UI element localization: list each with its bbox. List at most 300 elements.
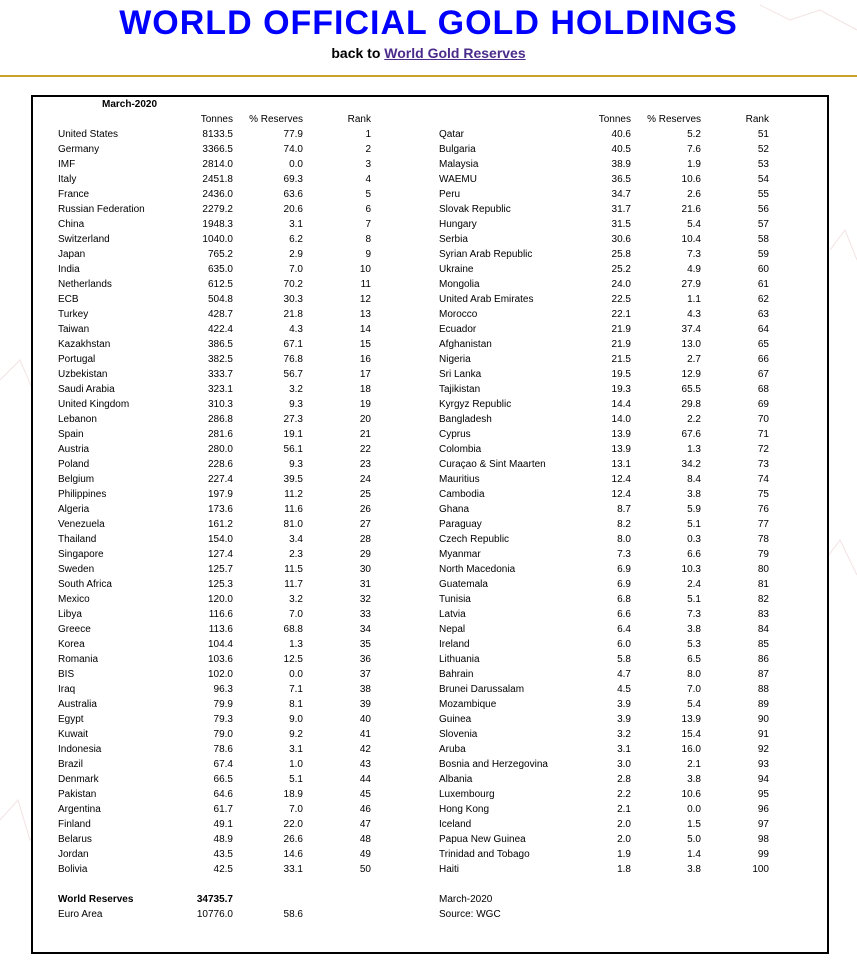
rank-value: 96 [757,804,769,815]
header-divider [0,75,857,77]
country-name: Trinidad and Tobago [439,849,530,860]
country-name: Lebanon [58,414,97,425]
reserves-percent: 69.3 [283,174,303,185]
tonnes-value: 161.2 [207,519,233,530]
tonnes-value: 382.5 [207,354,233,365]
country-name: Tunisia [439,594,471,605]
rank-value: 88 [757,684,769,695]
tonnes-value: 8.7 [617,504,631,515]
reserves-percent: 3.8 [687,774,701,785]
rank-value: 40 [359,714,371,725]
reserves-percent: 4.3 [687,309,701,320]
reserves-percent: 13.0 [681,339,701,350]
reserves-percent: 56.1 [283,444,303,455]
country-name: Bosnia and Herzegovina [439,759,548,770]
reserves-percent: 74.0 [283,144,303,155]
reserves-percent: 6.5 [687,654,701,665]
reserves-percent: 5.1 [289,774,303,785]
reserves-percent: 7.0 [289,804,303,815]
tonnes-value: 765.2 [207,249,233,260]
reserves-percent: 7.3 [687,249,701,260]
rank-value: 63 [757,309,769,320]
rank-value: 93 [757,759,769,770]
rank-value: 66 [757,354,769,365]
world-gold-reserves-link[interactable]: World Gold Reserves [384,45,526,61]
rank-value: 1 [365,129,371,140]
rank-value: 54 [757,174,769,185]
reserves-percent: 12.5 [283,654,303,665]
country-name: ECB [58,294,79,305]
rank-value: 21 [359,429,371,440]
rank-value: 23 [359,459,371,470]
reserves-percent: 2.3 [289,549,303,560]
rank-value: 89 [757,699,769,710]
country-name: Mozambique [439,699,497,710]
country-name: Poland [58,459,90,470]
country-name: Ireland [439,639,470,650]
back-prefix: back to [331,45,381,61]
country-name: Romania [58,654,99,665]
tonnes-value: 40.6 [611,129,631,140]
rank-value: 38 [359,684,371,695]
rank-value: 97 [757,819,769,830]
rank-value: 59 [757,249,769,260]
reserves-percent: 67.1 [283,339,303,350]
reserves-percent: 10.4 [681,234,701,245]
reserves-percent: 3.1 [289,744,303,755]
reserves-percent: 0.0 [289,669,303,680]
rank-value: 49 [359,849,371,860]
reserves-percent: 77.9 [283,129,303,140]
country-name: Luxembourg [439,789,495,800]
country-name: Austria [58,444,90,455]
rank-value: 56 [757,204,769,215]
reserves-percent: 70.2 [283,279,303,290]
tonnes-value: 36.5 [611,174,631,185]
country-name: Cyprus [439,429,471,440]
rank-value: 84 [757,624,769,635]
rank-value: 98 [757,834,769,845]
country-name: Bulgaria [439,144,476,155]
reserves-percent: 11.7 [284,579,303,590]
rank-value: 37 [359,669,371,680]
country-name: Italy [58,174,77,185]
rank-value: 68 [757,384,769,395]
reserves-percent: 1.3 [687,444,701,455]
reserves-percent: 33.1 [283,864,303,875]
rank-value: 29 [359,549,371,560]
reserves-percent: 4.3 [289,324,303,335]
rank-value: 83 [757,609,769,620]
tonnes-value: 6.8 [617,594,631,605]
rank-value: 47 [359,819,371,830]
rank-value: 44 [359,774,371,785]
country-name: United States [58,129,119,140]
tonnes-value: 102.0 [207,669,233,680]
tonnes-value: 422.4 [207,324,233,335]
reserves-percent: 11.5 [284,564,303,575]
country-name: Belarus [58,834,92,845]
reserves-percent: 2.2 [687,414,701,425]
tonnes-value: 2279.2 [202,204,233,215]
tonnes-value: 6.6 [617,609,631,620]
tonnes-value: 12.4 [611,474,631,485]
rank-value: 94 [757,774,769,785]
tonnes-value: 21.5 [611,354,631,365]
reserves-percent: 6.6 [687,549,701,560]
rank-value: 90 [757,714,769,725]
reserves-percent: 5.3 [687,639,701,650]
rank-value: 69 [757,399,769,410]
tonnes-value: 228.6 [207,459,233,470]
tonnes-value: 428.7 [207,309,233,320]
rank-value: 26 [359,504,371,515]
rank-value: 34 [359,624,371,635]
rank-value: 8 [365,234,371,245]
tonnes-value: 4.7 [617,669,631,680]
tonnes-value: 6.9 [617,564,631,575]
country-name: Aruba [439,744,466,755]
reserves-percent: 14.6 [283,849,303,860]
tonnes-value: 24.0 [611,279,631,290]
tonnes-value: 120.0 [207,594,233,605]
country-name: Netherlands [58,279,112,290]
rank-value: 3 [365,159,371,170]
rank-value: 16 [359,354,371,365]
tonnes-value: 66.5 [213,774,233,785]
country-name: Belgium [58,474,95,485]
country-name: India [58,264,80,275]
tonnes-value: 8.0 [617,534,631,545]
reserves-percent: 5.9 [687,504,701,515]
country-name: Cambodia [439,489,485,500]
tonnes-value: 2451.8 [202,174,233,185]
rank-value: 62 [757,294,769,305]
reserves-percent: 5.4 [687,699,701,710]
country-name: Saudi Arabia [58,384,115,395]
reserves-percent: 1.3 [289,639,303,650]
rank-value: 50 [359,864,371,875]
reserves-percent: 11.6 [284,504,303,515]
tonnes-value: 125.7 [207,564,233,575]
country-name: Brazil [58,759,84,770]
rank-value: 33 [359,609,371,620]
tonnes-value: 3366.5 [202,144,233,155]
world-reserves-tonnes: 34735.7 [196,894,233,905]
reserves-percent: 10.6 [681,789,701,800]
header-reserves-right: % Reserves [647,114,701,125]
tonnes-value: 127.4 [207,549,233,560]
country-name: Spain [58,429,84,440]
country-name: Brunei Darussalam [439,684,525,695]
rank-value: 55 [757,189,769,200]
rank-value: 35 [359,639,371,650]
reserves-percent: 12.9 [681,369,701,380]
rank-value: 78 [757,534,769,545]
tonnes-value: 323.1 [207,384,233,395]
reserves-percent: 34.2 [681,459,701,470]
tonnes-value: 14.0 [611,414,631,425]
country-name: Venezuela [58,519,105,530]
tonnes-value: 49.1 [213,819,233,830]
reserves-percent: 9.0 [289,714,303,725]
rank-value: 74 [757,474,769,485]
tonnes-value: 25.8 [611,249,631,260]
country-name: Argentina [58,804,101,815]
gold-holdings-table [31,95,829,954]
tonnes-value: 21.9 [611,324,631,335]
rank-value: 61 [757,279,769,290]
rank-value: 86 [757,654,769,665]
country-name: Bangladesh [439,414,492,425]
footnote-source: Source: WGC [439,909,501,920]
country-name: Guinea [439,714,472,725]
country-name: Taiwan [58,324,90,335]
rank-value: 7 [365,219,371,230]
reserves-percent: 9.2 [289,729,303,740]
reserves-percent: 8.0 [687,669,701,680]
country-name: Finland [58,819,91,830]
country-name: Kuwait [58,729,89,740]
tonnes-value: 4.5 [617,684,631,695]
rank-value: 95 [757,789,769,800]
reserves-percent: 19.1 [283,429,303,440]
reserves-percent: 5.1 [687,519,701,530]
rank-value: 4 [365,174,371,185]
rank-value: 42 [359,744,371,755]
tonnes-value: 1040.0 [202,234,233,245]
tonnes-value: 2436.0 [202,189,233,200]
rank-value: 30 [359,564,371,575]
tonnes-value: 154.0 [207,534,233,545]
tonnes-value: 61.7 [213,804,233,815]
tonnes-value: 333.7 [207,369,233,380]
tonnes-value: 2.0 [617,819,631,830]
country-name: Latvia [439,609,466,620]
reserves-percent: 21.6 [681,204,701,215]
reserves-percent: 8.4 [687,474,701,485]
country-name: Peru [439,189,461,200]
reserves-percent: 1.5 [687,819,701,830]
country-name: United Arab Emirates [439,294,534,305]
tonnes-value: 25.2 [611,264,631,275]
tonnes-value: 22.5 [611,294,631,305]
header-reserves-left: % Reserves [249,114,303,125]
rank-value: 24 [359,474,371,485]
country-name: Germany [58,144,100,155]
tonnes-value: 3.1 [617,744,631,755]
rank-value: 6 [365,204,371,215]
reserves-percent: 7.0 [687,684,701,695]
country-name: Bolivia [58,864,88,875]
rank-value: 36 [359,654,371,665]
tonnes-value: 7.3 [617,549,631,560]
tonnes-value: 3.9 [617,699,631,710]
rank-value: 82 [757,594,769,605]
rank-value: 9 [365,249,371,260]
country-name: South Africa [58,579,112,590]
tonnes-value: 43.5 [213,849,233,860]
rank-value: 58 [757,234,769,245]
reserves-percent: 3.1 [289,219,303,230]
rank-value: 91 [757,729,769,740]
reserves-percent: 0.3 [687,534,701,545]
tonnes-value: 31.7 [611,204,631,215]
country-name: Uzbekistan [58,369,108,380]
reserves-percent: 9.3 [289,399,303,410]
reserves-percent: 3.2 [289,384,303,395]
tonnes-value: 2.8 [617,774,631,785]
country-name: Singapore [58,549,104,560]
tonnes-value: 113.6 [208,624,233,635]
country-name: Libya [58,609,82,620]
rank-value: 73 [757,459,769,470]
reserves-percent: 27.3 [283,414,303,425]
rank-value: 14 [359,324,371,335]
reserves-percent: 0.0 [687,804,701,815]
reserves-percent: 81.0 [283,519,303,530]
reserves-percent: 7.0 [289,264,303,275]
tonnes-value: 2.2 [617,789,631,800]
tonnes-value: 197.9 [207,489,233,500]
tonnes-value: 13.9 [611,429,631,440]
country-name: BIS [58,669,75,680]
world-reserves-label: World Reserves [58,894,134,905]
rank-value: 99 [757,849,769,860]
reserves-percent: 76.8 [283,354,303,365]
tonnes-value: 5.8 [617,654,631,665]
rank-value: 11 [360,279,371,290]
tonnes-value: 78.6 [213,744,233,755]
tonnes-value: 2814.0 [202,159,233,170]
tonnes-value: 3.9 [617,714,631,725]
tonnes-value: 125.3 [207,579,233,590]
rank-value: 67 [757,369,769,380]
rank-value: 18 [359,384,371,395]
reserves-percent: 26.6 [283,834,303,845]
country-name: Russian Federation [58,204,145,215]
country-name: Papua New Guinea [439,834,526,845]
rank-value: 20 [359,414,371,425]
rank-value: 79 [757,549,769,560]
tonnes-value: 42.5 [213,864,233,875]
reserves-percent: 39.5 [283,474,303,485]
tonnes-value: 281.6 [207,429,233,440]
country-name: Turkey [58,309,89,320]
country-name: Greece [58,624,91,635]
reserves-percent: 8.1 [289,699,303,710]
reserves-percent: 65.5 [681,384,701,395]
footnote-date: March-2020 [439,894,493,905]
country-name: Ecuador [439,324,477,335]
reserves-percent: 4.9 [687,264,701,275]
reserves-percent: 5.4 [687,219,701,230]
rank-value: 77 [757,519,769,530]
country-name: Serbia [439,234,468,245]
country-name: Ukraine [439,264,474,275]
euro-area-label: Euro Area [58,909,103,920]
reserves-percent: 1.9 [687,159,701,170]
rank-value: 51 [757,129,769,140]
reserves-percent: 5.2 [687,129,701,140]
header-rank-left: Rank [347,114,371,125]
rank-value: 75 [757,489,769,500]
reserves-percent: 6.2 [289,234,303,245]
reserves-percent: 7.0 [289,609,303,620]
table-date-label: March-2020 [102,99,158,110]
country-name: China [58,219,85,230]
rank-value: 17 [359,369,371,380]
country-name: Slovenia [439,729,478,740]
country-name: Australia [58,699,97,710]
euro-area-tonnes: 10776.0 [196,909,233,920]
country-name: Syrian Arab Republic [439,249,533,260]
reserves-percent: 2.1 [687,759,701,770]
reserves-percent: 67.6 [681,429,701,440]
tonnes-value: 2.0 [617,834,631,845]
reserves-percent: 18.9 [283,789,303,800]
tonnes-value: 2.1 [617,804,631,815]
rank-value: 19 [359,399,371,410]
country-name: WAEMU [439,174,477,185]
country-name: Nepal [439,624,466,635]
country-name: Hong Kong [439,804,490,815]
tonnes-value: 40.5 [611,144,631,155]
rank-value: 41 [359,729,371,740]
rank-value: 65 [757,339,769,350]
rank-value: 22 [359,444,371,455]
country-name: Kyrgyz Republic [439,399,512,410]
country-name: Sri Lanka [439,369,482,380]
country-name: Iceland [439,819,472,830]
tonnes-value: 48.9 [213,834,233,845]
tonnes-value: 13.1 [611,459,631,470]
rank-value: 15 [359,339,371,350]
country-name: Algeria [58,504,90,515]
tonnes-value: 280.0 [207,444,233,455]
country-name: Curaçao & Sint Maarten [439,459,546,470]
rank-value: 39 [359,699,371,710]
country-name: Myanmar [439,549,481,560]
tonnes-value: 19.3 [611,384,631,395]
tonnes-value: 504.8 [207,294,233,305]
country-name: Japan [58,249,86,260]
country-name: Tajikistan [439,384,481,395]
back-navigation [0,44,857,62]
reserves-percent: 2.9 [289,249,303,260]
reserves-percent: 3.8 [687,489,701,500]
reserves-percent: 5.1 [687,594,701,605]
tonnes-value: 286.8 [207,414,233,425]
reserves-percent: 10.3 [681,564,701,575]
country-name: Czech Republic [439,534,510,545]
rank-value: 80 [757,564,769,575]
tonnes-value: 22.1 [611,309,631,320]
rank-value: 92 [757,744,769,755]
country-name: Slovak Republic [439,204,511,215]
header-tonnes-right: Tonnes [598,114,631,125]
tonnes-value: 79.3 [213,714,233,725]
tonnes-value: 8133.5 [202,129,233,140]
reserves-percent: 2.6 [687,189,701,200]
reserves-percent: 21.8 [283,309,303,320]
tonnes-value: 1.8 [617,864,631,875]
country-name: Guatemala [439,579,488,590]
rank-value: 32 [359,594,371,605]
rank-value: 5 [365,189,371,200]
rank-value: 10 [359,264,371,275]
reserves-percent: 1.4 [687,849,701,860]
